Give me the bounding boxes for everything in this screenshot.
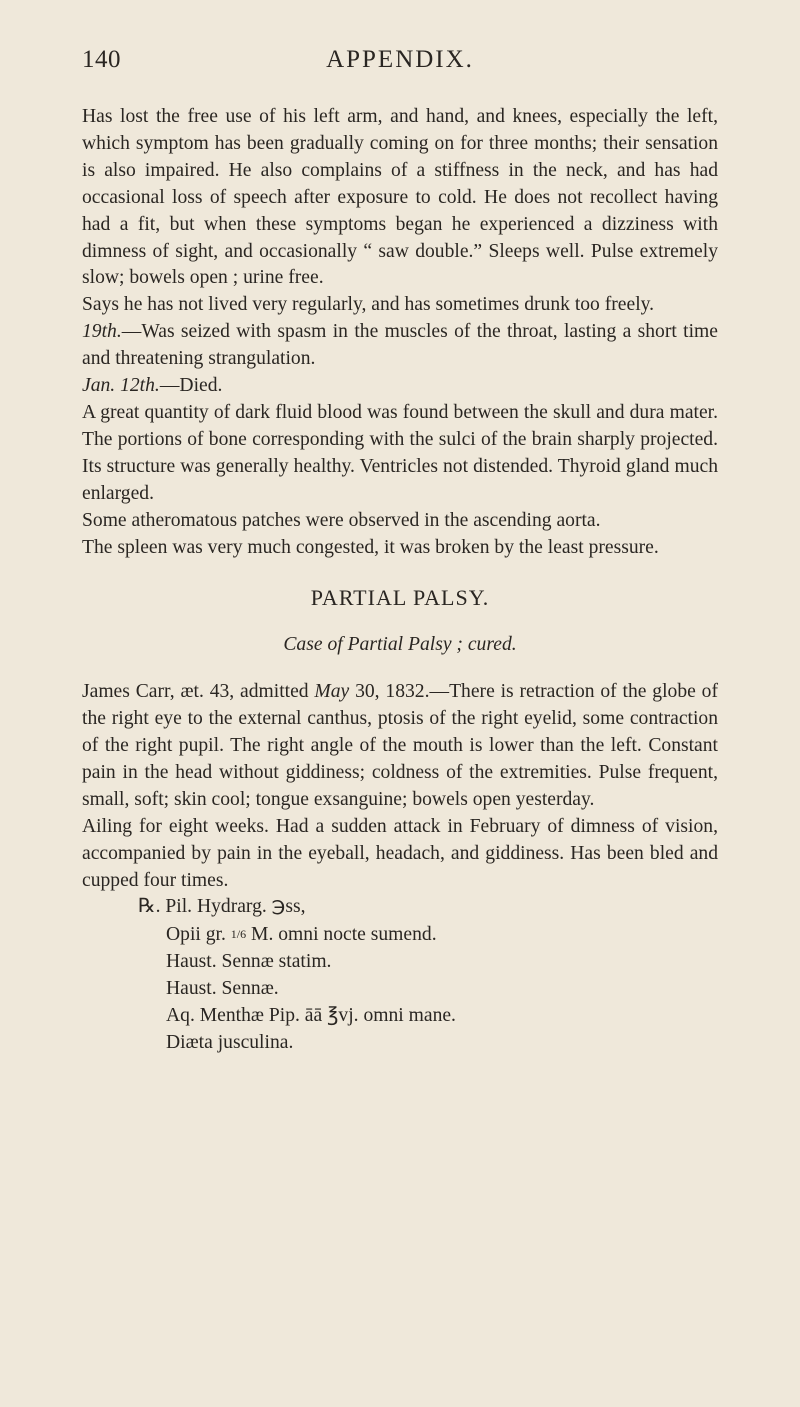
rx-line-2-b: M. omni nocte sumend. — [246, 924, 437, 946]
death-text: —Died. — [159, 375, 223, 397]
prescription — [138, 894, 718, 1056]
spasm-text: —Was seized with spasm in the muscles of the throat, lasting a short time and threatening strangulation. — [82, 321, 718, 370]
paragraph-spleen: The spleen was very much congested, it was broken by the least pressure. — [82, 536, 659, 558]
case-subtitle: Case of Partial Palsy ; cured. — [283, 634, 517, 656]
rx-fraction: 1/6 — [230, 927, 247, 942]
paragraph-spasm — [82, 319, 718, 373]
page-header — [82, 46, 718, 86]
admission-text-a: James Carr, æt. 43, admitted — [82, 681, 315, 703]
paragraph-aorta: Some atheromatous patches were observed in the ascending aorta. — [82, 509, 601, 531]
running-head: APPENDIX. — [326, 46, 474, 73]
section-title: PARTIAL PALSY. — [310, 585, 490, 611]
paragraph-admission — [82, 679, 718, 814]
rx-line-3: Haust. Sennæ statim. — [166, 951, 332, 973]
page-body — [82, 104, 718, 1057]
paragraph-symptoms: Has lost the free use of his left arm, and hand, and knees, especially the left, which symptom has been gradually coming on for three months; their sensation is also impaired. He also complains of a stiffness in the neck, and has had occasional loss of speech after exposure to cold. He does not recollect having had a fit, but when these symptoms began he experienced a dizziness with dimness of sight, and occasionally “ saw double.” Sleeps well. Pulse extremely slow; bowels open ; urine free. — [82, 106, 718, 289]
rx-line-5: Aq. Menthæ Pip. āā ℥vj. omni mane. — [166, 1005, 456, 1027]
paragraph-history: Ailing for eight weeks. Had a sudden attack in February of dimness of vision, accompanied by pain in the eyeball, headach, and giddiness. Has been bled and cupped four times. — [82, 815, 718, 891]
paragraph-habits: Says he has not lived very regularly, and has sometimes drunk too freely. — [82, 294, 655, 316]
page-number: 140 — [82, 46, 121, 73]
admission-month: May — [314, 681, 350, 703]
paragraph-autopsy: A great quantity of dark fluid blood was found between the skull and dura mater. The portions of bone corresponding with the sulci of the brain sharply projected. Its structure was generally healthy. Ventricles not distended. Thyroid gland much enlarged. — [82, 401, 718, 504]
rx-line-2 — [138, 921, 718, 949]
date-jan-12th: Jan. 12th. — [82, 375, 160, 397]
rx-line-6: Diæta jusculina. — [166, 1032, 294, 1053]
rx-line-4: Haust. Sennæ. — [166, 978, 279, 1000]
rx-line-2-a: Opii gr. — [166, 924, 231, 946]
admission-text-b: 30, 1832.—There is retraction of the globe of the right eye to the external canthus, ptosis of the right eyelid, some contraction of the right pupil. The right angle of the mouth is lower than the left. Constant pain in the head without giddiness; coldness of the extremities. Pulse frequent, small, soft; skin cool; tongue exsanguine; bowels open yesterday. — [82, 681, 718, 810]
rx-line-1: ℞. Pil. Hydrarg. ℈ss, — [138, 896, 306, 918]
paragraph-death — [82, 373, 718, 400]
date-19th: 19th. — [82, 321, 122, 343]
